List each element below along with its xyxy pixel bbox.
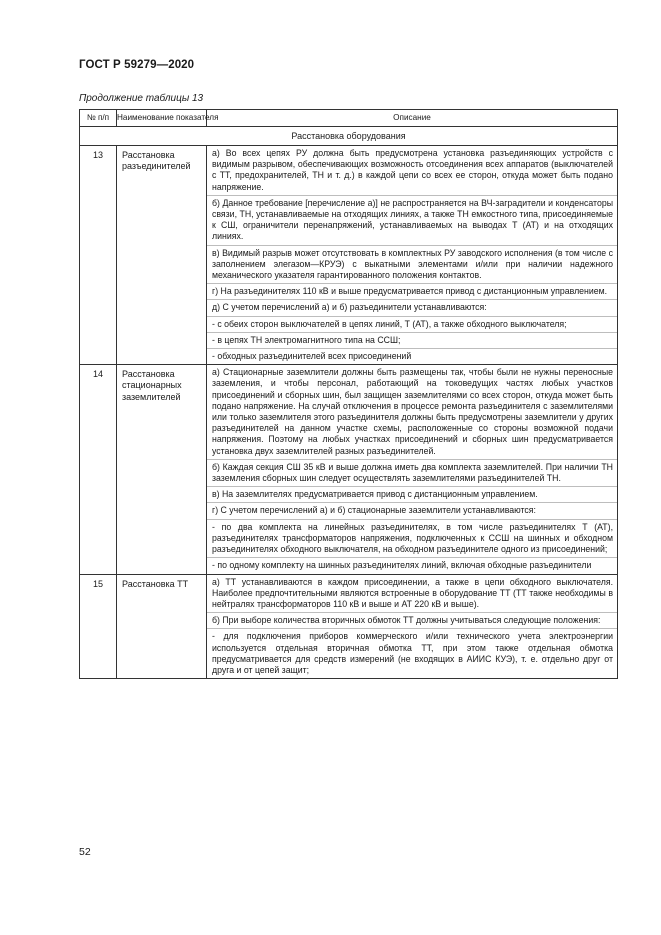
description-paragraph: б) Каждая секция СШ 35 кВ и выше должна иметь два комплекта заземлителей. При наличии ТН заземления сборных шин следует осуществлять заземлителями разъединителей ТН. [207,460,617,487]
description-paragraph: б) При выборе количества вторичных обмоток ТТ должны учитываться следующие положения: [207,613,617,629]
document-header: ГОСТ Р 59279—2020 [79,59,195,71]
table-row [80,574,618,679]
description-paragraph: г) С учетом перечислений а) и б) стационарные заземлители устанавливаются: [207,503,617,519]
indicator-name: Расстановка разъединителей [117,146,207,365]
description-paragraph: в) Видимый разрыв может отсутствовать в комплектных РУ заводского исполнения (в том числе с заполнением элегазом—КРУЭ) с выкатными элементами и/или при наличии надежного механического указателя гарантированного положения контактов. [207,246,617,285]
table-row [80,146,618,365]
page-number: 52 [79,846,91,858]
requirements-table [79,109,618,679]
table-header-row [80,110,618,127]
column-header-description: Описание [207,110,618,127]
section-title: Расстановка оборудования [80,127,618,146]
column-header-name: Наименование показателя [117,110,207,127]
column-header-number: № п/п [80,110,117,127]
row-number: 15 [80,574,117,679]
description-paragraph: г) На разъединителях 110 кВ и выше предусматривается привод с дистанционным управлением. [207,284,617,300]
description-paragraph: - для подключения приборов коммерческого и/или технического учета электроэнергии используется отдельная вторичная обмотка ТТ, при этом также отдельная обмотка предусматривается для средств измерений (не входящих в АИИС КУЭ), т. е. отдельно друг от друга и от цепей защит; [212,631,613,675]
description-paragraph: в) На заземлителях предусматривается привод с дистанционным управлением. [207,487,617,503]
description-paragraph: а) Стационарные заземлители должны быть размещены так, чтобы были не нужны переносные заземления, и чтобы персонал, работающий на токоведущих частях любых участков присоединений и сборных шин, был защищен заземлителями со всех сторон, откуда может быть подано напряжение. На случай отключения в процессе ремонта разъединителя с заземлителями или только заземлителя этого разъединителя должны быть предусмотрены заземлители у других разъединителей на данном участке схемы, расположенные со стороны возможной подачи напряжения. Поэтому на любых участках присоединений и сборных шин предусматривается установка двух заземлителей разных разъединителей. [207,365,617,460]
description-cell [207,574,618,679]
description-paragraph: - по два комплекта на линейных разъединителях, в том числе разъединителях Т (АТ), разъединителях трансформаторов напряжения, подключенных к ССШ на шинных и обходном разъединителях обходного выключателя, на обходном разъединителе одного из присоединений; [207,520,617,559]
indicator-name: Расстановка стационарных заземлителей [117,365,207,574]
section-row [80,127,618,146]
row-number: 14 [80,365,117,574]
description-paragraph: д) С учетом перечислений а) и б) разъединители устанавливаются: [207,300,617,316]
description-paragraph: - в цепях ТН электромагнитного типа на ССШ; [207,333,617,349]
table-caption: Продолжение таблицы 13 [79,93,204,104]
row-number: 13 [80,146,117,365]
description-cell [207,365,618,574]
description-cell [207,146,618,365]
description-paragraph: а) Во всех цепях РУ должна быть предусмотрена установка разъединяющих устройств с видимым разрывом, обеспечивающих возможность отсоединения всех аппаратов (выключателей с ТТ, предохранителей, ТН и т. д.) в каждой цепи со всех ее сторон, откуда может быть подано напряжение. [207,146,617,196]
description-paragraph: - по одному комплекту на шинных разъединителях линий, включая обходные разъединители [212,560,592,571]
description-paragraph: а) ТТ устанавливаются в каждом присоединении, а также в цепи обходного выключателя. Наиболее предпочтительными являются встроенные в оборудование ТТ (ТТ также необходимы в нейтралях трансформаторов 110 кВ и выше и АТ 220 кВ и выше). [207,575,617,614]
description-paragraph: б) Данное требование [перечисление а)] не распространяется на ВЧ-заградители и конденсаторы связи, ТН, устанавливаемые на отходящих линиях, а также ТН емкостного типа, присоединяемые к СШ, ограничители перенапряжений, устанавливаемых на выводах Т (АТ) и на отходящих линиях. [207,196,617,246]
description-paragraph: - обходных разъединителей всех присоединений [212,351,412,362]
indicator-name: Расстановка ТТ [117,574,207,679]
description-paragraph: - с обеих сторон выключателей в цепях линий, Т (АТ), а также обходного выключателя; [207,317,617,333]
table-row [80,365,618,574]
